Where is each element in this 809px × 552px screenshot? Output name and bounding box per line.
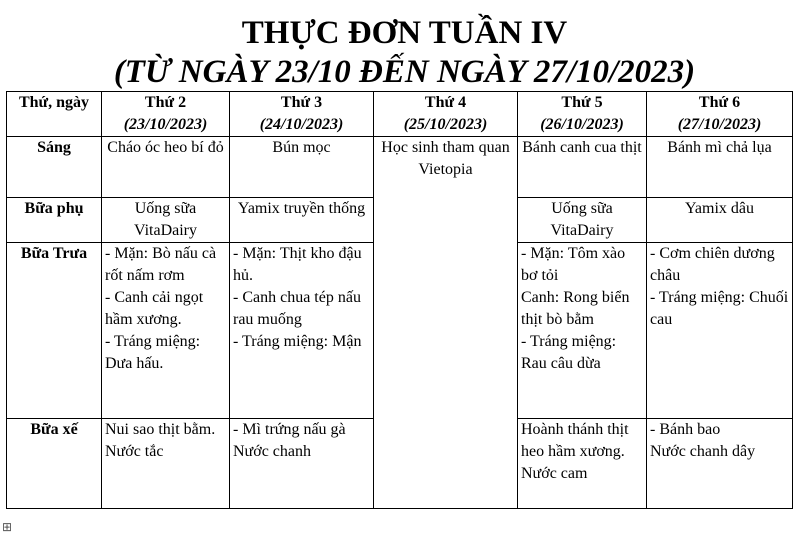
header-thu-5: Thứ 5 (26/10/2023)	[518, 92, 647, 137]
header-row	[7, 92, 793, 137]
header-day-label: Thứ, ngày	[7, 92, 102, 137]
header-thu-3: Thứ 3 (24/10/2023)	[230, 92, 374, 137]
dish-line: Nước chanh	[233, 443, 311, 460]
dish-line: Nui sao thịt bằm.	[105, 421, 216, 438]
dish-line: - Tráng miệng: Chuối cau	[650, 289, 789, 328]
dish-line: - Canh chua tép nấu rau muống	[233, 289, 361, 328]
dish-line: - Mặn: Thịt kho đậu hủ.	[233, 245, 362, 284]
dish-line: Hoành thánh thịt heo hầm xương.	[521, 421, 629, 460]
cell-buaphu-thu-3: Yamix truyền thống	[230, 198, 374, 243]
move-handle-icon[interactable]: ⊞	[2, 520, 13, 534]
dish-line: - Tráng miệng: Mận	[233, 333, 362, 350]
cell-buatrua-thu-5	[518, 243, 647, 419]
header-thu-4: Thứ 4 (25/10/2023)	[374, 92, 518, 137]
menu-table	[6, 91, 793, 509]
dish-line: Nước cam	[521, 465, 588, 482]
cell-buaxe-thu-6	[647, 419, 793, 509]
cell-wednesday-trip: Học sinh tham quan Vietopia	[374, 137, 518, 509]
cell-buaxe-thu-3	[230, 419, 374, 509]
page-title: THỰC ĐƠN TUẦN IV	[241, 15, 568, 51]
dish-line: Nước chanh dây	[650, 443, 756, 460]
cell-buaphu-thu-6: Yamix dâu	[647, 198, 793, 243]
row-label-bua-phu: Bữa phụ	[7, 198, 102, 243]
cell-buatrua-thu-3	[230, 243, 374, 419]
cell-buaphu-thu-2: Uống sữa VitaDairy	[102, 198, 230, 243]
cell-buatrua-thu-6	[647, 243, 793, 419]
dish-line: - Canh cải ngọt hầm xương.	[105, 289, 204, 328]
cell-sang-thu-5: Bánh canh cua thịt	[518, 137, 647, 198]
dish-line: - Mặn: Bò nấu cà rốt nấm rơm	[105, 245, 217, 284]
cell-buatrua-thu-2	[102, 243, 230, 419]
cell-sang-thu-2: Cháo óc heo bí đỏ	[102, 137, 230, 198]
dish-line: - Cơm chiên dương châu	[650, 245, 775, 284]
row-label-bua-trua: Bữa Trưa	[7, 243, 102, 419]
cell-sang-thu-6: Bánh mì chả lụa	[647, 137, 793, 198]
dish-line: - Mặn: Tôm xào bơ tỏi	[521, 245, 626, 284]
cell-buaphu-thu-5: Uống sữa VitaDairy	[518, 198, 647, 243]
header-thu-2: Thứ 2 (23/10/2023)	[102, 92, 230, 137]
cell-buaxe-thu-2	[102, 419, 230, 509]
row-label-sang: Sáng	[7, 137, 102, 198]
dish-line: Nước tắc	[105, 443, 164, 460]
dish-line: - Mì trứng nấu gà	[233, 421, 346, 438]
cell-buaxe-thu-5	[518, 419, 647, 509]
dish-line: - Tráng miệng: Dưa hấu.	[105, 333, 201, 372]
dish-line: - Bánh bao	[650, 421, 721, 438]
row-label-bua-xe: Bữa xế	[7, 419, 102, 509]
row-sang	[7, 137, 793, 198]
header-thu-6: Thứ 6 (27/10/2023)	[647, 92, 793, 137]
dish-line: - Tráng miệng: Rau câu dừa	[521, 333, 617, 372]
dish-line: Canh: Rong biển thịt bò bằm	[521, 289, 630, 328]
page-subtitle: (TỪ NGÀY 23/10 ĐẾN NGÀY 27/10/2023)	[113, 54, 696, 90]
cell-sang-thu-3: Bún mọc	[230, 137, 374, 198]
